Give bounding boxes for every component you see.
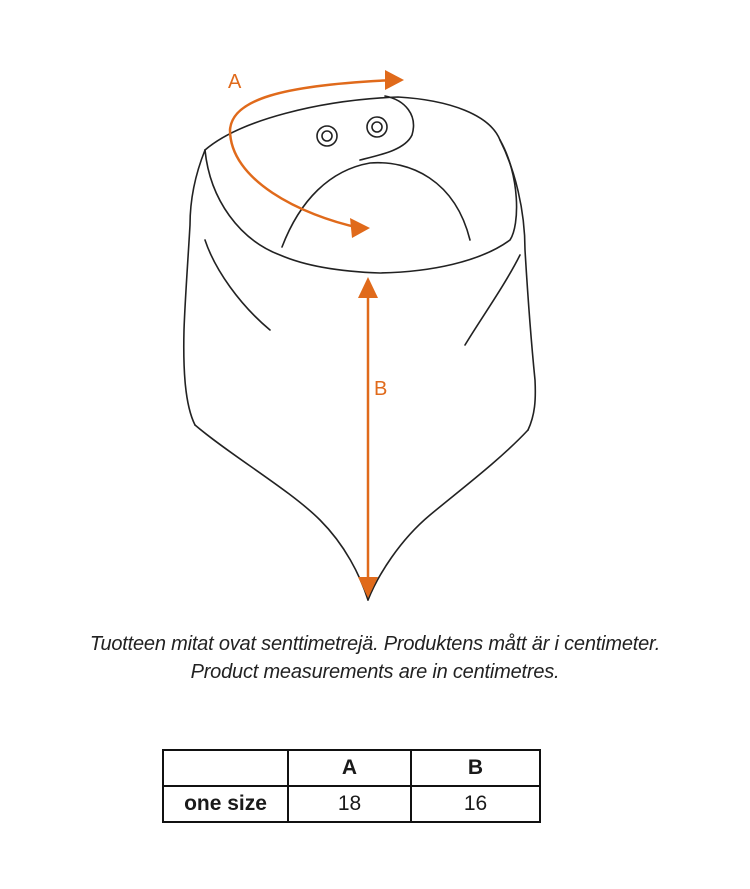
- size-value-b: 16: [411, 786, 540, 822]
- measurement-b-arrow: [358, 277, 378, 598]
- table-header-cell: B: [411, 750, 540, 786]
- size-table: [162, 749, 541, 823]
- snap-button-icon: [367, 117, 387, 137]
- units-caption-en: Product measurements are in centimetres.: [190, 661, 560, 683]
- measurement-a-label: A: [228, 71, 242, 93]
- table-header-row: [163, 750, 540, 786]
- table-header-cell: A: [288, 750, 411, 786]
- measurement-b-label: B: [374, 378, 388, 400]
- size-label: one size: [163, 786, 288, 822]
- snap-button-icon: [317, 126, 337, 146]
- size-value-a: 18: [288, 786, 411, 822]
- table-row: [163, 786, 540, 822]
- measurement-a-arrow: [230, 70, 404, 238]
- bandana-outline: [184, 96, 536, 600]
- table-header-cell: [163, 750, 288, 786]
- units-caption-fi-sv: Tuotteen mitat ovat senttimetrejä. Produktens mått är i centimeter.: [89, 633, 661, 655]
